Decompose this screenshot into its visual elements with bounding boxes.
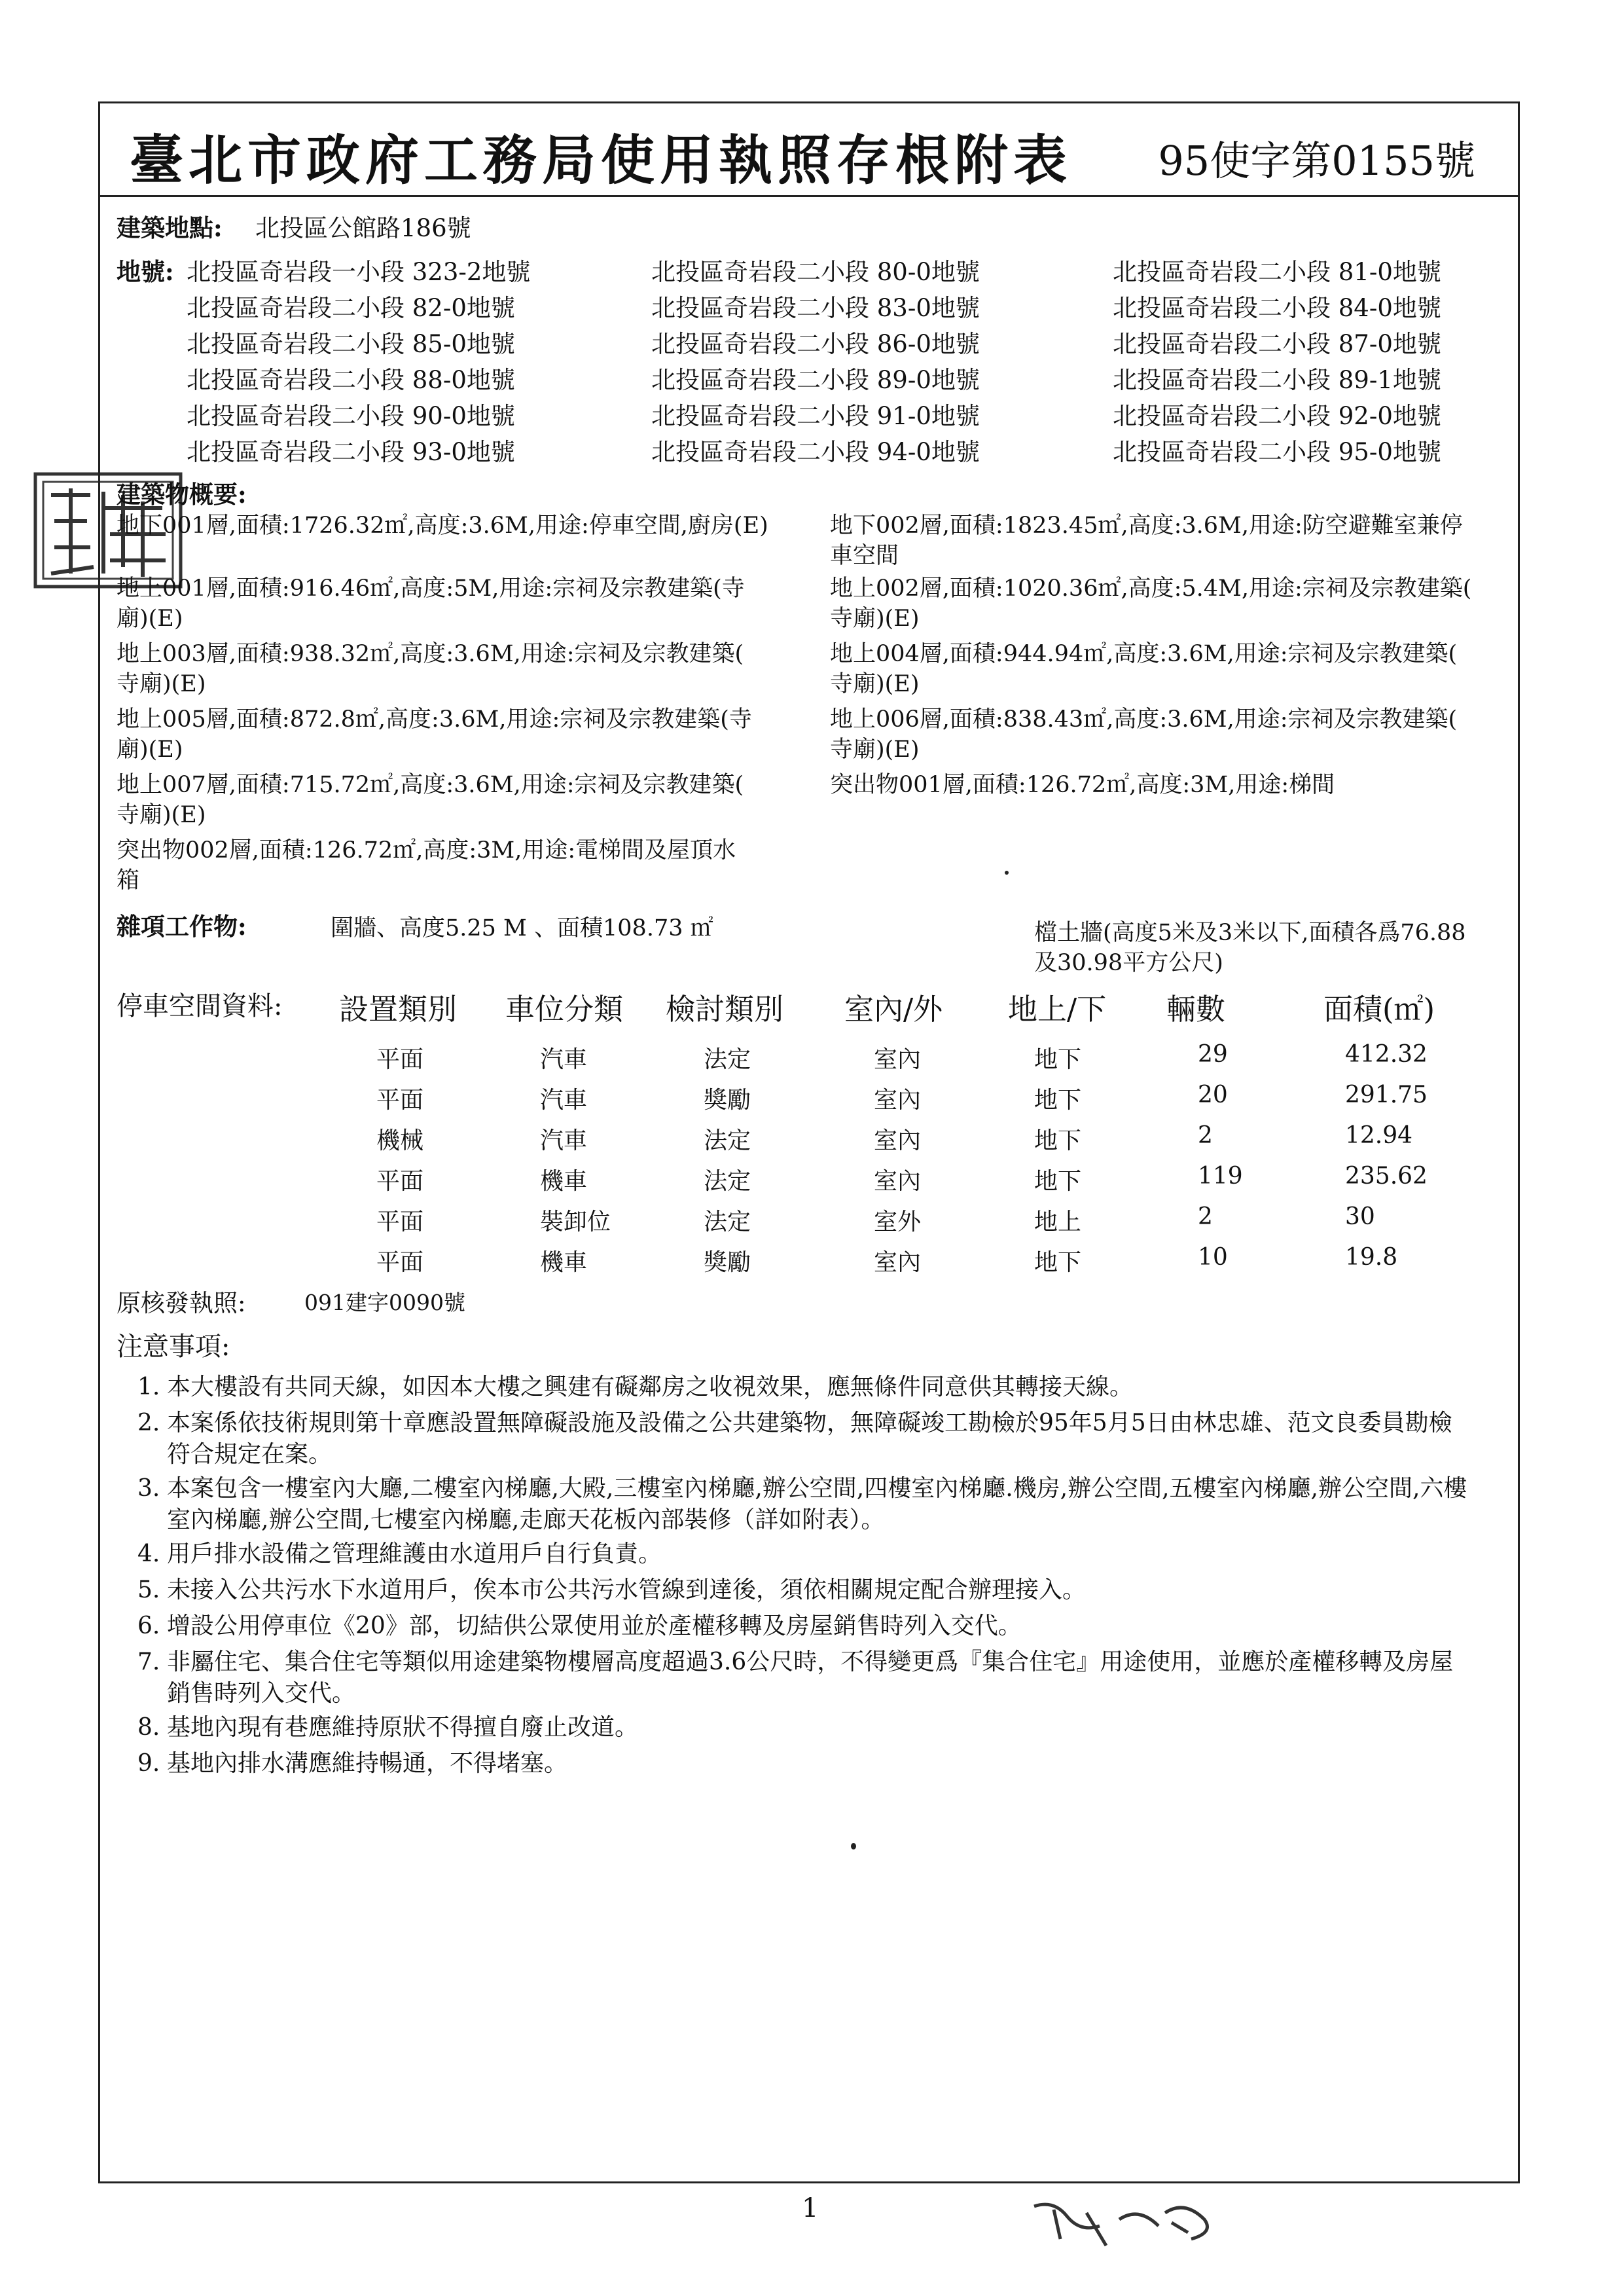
- lot-number: 北投區奇岩段二小段 86-0地號: [651, 330, 980, 358]
- parking-cell: 室內: [874, 1087, 922, 1114]
- note-number: 7.: [137, 1649, 160, 1675]
- floor-entry-line: 地上003層,面積:938.32㎡,高度:3.6M,用途:宗祠及宗教建築(: [117, 641, 744, 667]
- parking-cell: 平面: [376, 1249, 424, 1276]
- parking-cell: 19.8: [1345, 1244, 1398, 1271]
- floor-entry-line: 寺廟)(E): [117, 802, 206, 828]
- note-number: 8.: [137, 1714, 160, 1741]
- note-number: 1.: [137, 1374, 160, 1400]
- note-item: [137, 1408, 1469, 1470]
- parking-cell: 室外: [874, 1209, 922, 1235]
- parking-cell: 地下: [1034, 1168, 1082, 1195]
- parking-cell: 地下: [1034, 1046, 1082, 1073]
- document-title: 臺北市政府工務局使用執照存根附表: [130, 129, 1073, 192]
- lot-number: 北投區奇岩段二小段 94-0地號: [651, 438, 980, 466]
- building-floor-entry: [830, 511, 1537, 571]
- lot-number: 北投區奇岩段二小段 84-0地號: [1113, 294, 1441, 322]
- parking-column-header: 面積(㎡): [1323, 992, 1435, 1027]
- parking-cell: 機械: [376, 1127, 424, 1154]
- note-text: 基地內現有巷應維持原狀不得擅自廢止改道。: [167, 1714, 639, 1741]
- note-text: 本大樓設有共同天線，如因本大樓之興建有礙鄰房之收視效果，應無條件同意供其轉接天線。: [167, 1374, 1134, 1400]
- parking-cell: 機車: [540, 1168, 588, 1195]
- note-text: 基地內排水溝應維持暢通，不得堵塞。: [167, 1750, 568, 1777]
- note-item: [137, 1372, 1469, 1403]
- parking-cell: 地下: [1034, 1249, 1082, 1276]
- parking-cell: 地上: [1034, 1209, 1082, 1235]
- parking-cell: 獎勵: [704, 1087, 751, 1114]
- lot-number: 北投區奇岩段二小段 87-0地號: [1113, 330, 1441, 358]
- parking-cell: 平面: [376, 1087, 424, 1114]
- parking-column-header: 檢討類別: [666, 992, 784, 1027]
- parking-cell: 室內: [874, 1249, 922, 1276]
- floor-entry-line: 地上005層,面積:872.8㎡,高度:3.6M,用途:宗祠及宗教建築(寺: [117, 706, 752, 733]
- scan-speck: [851, 1843, 856, 1850]
- parking-cell: 412.32: [1345, 1041, 1428, 1068]
- lot-number: 北投區奇岩段二小段 90-0地號: [187, 402, 515, 430]
- lot-number: 北投區奇岩段二小段 89-0地號: [651, 366, 980, 394]
- floor-entry-line: 廟)(E): [117, 737, 183, 763]
- parking-cell: 119: [1198, 1163, 1243, 1190]
- lot-label: 地號:: [117, 257, 174, 286]
- building-floor-entry: [117, 770, 823, 830]
- parking-cell: 室內: [874, 1046, 922, 1073]
- parking-column-header: 設置類別: [339, 992, 458, 1027]
- parking-cell: 法定: [704, 1127, 751, 1154]
- parking-cell: 291.75: [1345, 1082, 1428, 1108]
- lot-number: 北投區奇岩段二小段 85-0地號: [187, 330, 515, 358]
- parking-label: 停車空間資料:: [117, 991, 283, 1021]
- original-permit-label: 原核發執照:: [117, 1289, 246, 1317]
- title-row: [100, 103, 1518, 197]
- note-number: 4.: [137, 1540, 160, 1567]
- site-label: 建築地點:: [117, 213, 223, 242]
- misc-works-fence: 圍牆、高度5.25 M 、面積108.73 ㎡: [331, 915, 713, 941]
- building-floor-entry: [117, 704, 823, 765]
- permit-number: 95使字第0155號: [1158, 137, 1475, 185]
- floor-entry-line: 地上006層,面積:838.43㎡,高度:3.6M,用途:宗祠及宗教建築(: [830, 706, 1458, 733]
- parking-cell: 12.94: [1345, 1122, 1413, 1149]
- site-address: 北投區公館路186號: [255, 214, 471, 242]
- parking-cell: 29: [1198, 1041, 1228, 1068]
- floor-entry-line: 地上004層,面積:944.94㎡,高度:3.6M,用途:宗祠及宗教建築(: [830, 641, 1458, 667]
- floor-entry-line: 箱: [117, 867, 140, 894]
- note-text: 增設公用停車位《20》部，切結供公眾使用並於產權移轉及房屋銷售時列入交代。: [167, 1613, 1022, 1639]
- lot-number: 北投區奇岩段二小段 93-0地號: [187, 438, 515, 466]
- parking-column-header: 車位分類: [505, 992, 624, 1027]
- parking-cell: 法定: [704, 1209, 751, 1235]
- lot-number: 北投區奇岩段一小段 323-2地號: [187, 258, 531, 286]
- parking-cell: 10: [1198, 1244, 1228, 1271]
- parking-cell: 汽車: [540, 1087, 588, 1114]
- parking-cell: 235.62: [1345, 1163, 1428, 1190]
- floor-entry-line: 地上002層,面積:1020.36㎡,高度:5.4M,用途:宗祠及宗教建築(: [830, 575, 1472, 602]
- building-floor-entry: [117, 511, 823, 541]
- parking-cell: 汽車: [540, 1046, 588, 1073]
- parking-cell: 2: [1198, 1122, 1213, 1149]
- building-floor-entry: [830, 770, 1537, 800]
- note-item: [137, 1611, 1469, 1642]
- note-item: [137, 1712, 1469, 1743]
- signature-stamp: [1028, 2187, 1224, 2259]
- note-item: [137, 1473, 1469, 1536]
- floor-entry-line: 地下001層,面積:1726.32㎡,高度:3.6M,用途:停車空間,廚房(E): [117, 513, 768, 539]
- floor-entry-line: 寺廟)(E): [117, 671, 206, 697]
- parking-column-header: 室內/外: [844, 992, 943, 1027]
- lot-number: 北投區奇岩段二小段 83-0地號: [651, 294, 980, 322]
- note-number: 9.: [137, 1750, 160, 1777]
- note-text: 用戶排水設備之管理維護由水道用戶自行負責。: [167, 1540, 662, 1567]
- note-number: 6.: [137, 1613, 160, 1639]
- parking-cell: 2: [1198, 1203, 1213, 1230]
- parking-cell: 地下: [1034, 1127, 1082, 1154]
- note-number: 5.: [137, 1576, 160, 1603]
- note-text: 非屬住宅、集合住宅等類似用途建築物樓層高度超過3.6公尺時，不得變更爲『集合住宅』用途使用，並應於產權移轉及房屋銷售時列入交代。: [167, 1649, 1454, 1707]
- scan-speck: [1005, 871, 1009, 875]
- note-text: 未接入公共污水下水道用戶，俟本市公共污水管線到達後，須依相關規定配合辦理接入。: [167, 1576, 1087, 1603]
- parking-cell: 室內: [874, 1168, 922, 1195]
- lot-number: 北投區奇岩段二小段 81-0地號: [1113, 258, 1441, 286]
- original-permit-value: 091建字0090號: [304, 1290, 465, 1315]
- parking-cell: 平面: [376, 1046, 424, 1073]
- note-number: 2.: [137, 1410, 160, 1436]
- note-item: [137, 1539, 1469, 1570]
- note-text: 本案係依技術規則第十章應設置無障礙設施及設備之公共建築物，無障礙竣工勘檢於95年5月5日由林忠雄、范文良委員勘檢符合規定在案。: [167, 1410, 1452, 1468]
- lot-number: 北投區奇岩段二小段 82-0地號: [187, 294, 515, 322]
- floor-entry-line: 寺廟)(E): [830, 606, 920, 632]
- parking-cell: 獎勵: [704, 1249, 751, 1276]
- building-floor-entry: [117, 835, 823, 896]
- building-floor-entry: [117, 639, 823, 699]
- note-item: [137, 1748, 1469, 1779]
- page-number: 1: [802, 2193, 819, 2223]
- parking-cell: 法定: [704, 1046, 751, 1073]
- floor-entry-line: 車空間: [830, 543, 899, 569]
- misc-works-retaining-wall-line1: 檔土牆(高度5米及3米以下,面積各爲76.88: [1034, 920, 1466, 946]
- lot-number: 北投區奇岩段二小段 91-0地號: [651, 402, 980, 430]
- parking-cell: 室內: [874, 1127, 922, 1154]
- note-item: [137, 1647, 1469, 1709]
- parking-cell: 地下: [1034, 1087, 1082, 1114]
- note-item: [137, 1575, 1469, 1606]
- building-floor-entry: [117, 574, 823, 634]
- note-number: 3.: [137, 1475, 160, 1502]
- lot-number: 北投區奇岩段二小段 80-0地號: [651, 258, 980, 286]
- floor-entry-line: 突出物002層,面積:126.72㎡,高度:3M,用途:電梯間及屋頂水: [117, 837, 736, 864]
- parking-cell: 20: [1198, 1082, 1228, 1108]
- parking-cell: 汽車: [540, 1127, 588, 1154]
- lot-number: 北投區奇岩段二小段 88-0地號: [187, 366, 515, 394]
- parking-cell: 機車: [540, 1249, 588, 1276]
- parking-cell: 法定: [704, 1168, 751, 1195]
- building-summary-label: 建築物概要:: [117, 480, 247, 509]
- note-text: 本案包含一樓室內大廳,二樓室內梯廳,大殿,三樓室內梯廳,辦公空間,四樓室內梯廳.機房,辦公空間,五樓室內梯廳,辦公空間,六樓室內梯廳,辦公空間,七樓室內梯廳,走廊天花板內部裝修（詳如附表）。: [167, 1475, 1467, 1533]
- floor-entry-line: 地下002層,面積:1823.45㎡,高度:3.6M,用途:防空避難室兼停: [830, 513, 1463, 539]
- building-floor-entry: [830, 704, 1537, 765]
- parking-cell: 平面: [376, 1209, 424, 1235]
- lot-number: 北投區奇岩段二小段 95-0地號: [1113, 438, 1441, 466]
- building-floor-entry: [830, 639, 1537, 699]
- floor-entry-line: 廟)(E): [117, 606, 183, 632]
- floor-entry-line: 突出物001層,面積:126.72㎡,高度:3M,用途:梯間: [830, 772, 1335, 798]
- parking-cell: 平面: [376, 1168, 424, 1195]
- notes-label: 注意事項:: [117, 1332, 230, 1362]
- parking-cell: 30: [1345, 1203, 1375, 1230]
- misc-works-label: 雜項工作物:: [117, 912, 247, 941]
- parking-column-header: 地上/下: [1008, 992, 1107, 1027]
- floor-entry-line: 地上001層,面積:916.46㎡,高度:5M,用途:宗祠及宗教建築(寺: [117, 575, 745, 602]
- floor-entry-line: 寺廟)(E): [830, 737, 920, 763]
- parking-column-header: 輛數: [1166, 992, 1226, 1027]
- building-floor-entry: [830, 574, 1537, 634]
- parking-cell: 裝卸位: [540, 1209, 611, 1235]
- floor-entry-line: 地上007層,面積:715.72㎡,高度:3.6M,用途:宗祠及宗教建築(: [117, 772, 744, 798]
- lot-number: 北投區奇岩段二小段 92-0地號: [1113, 402, 1441, 430]
- floor-entry-line: 寺廟)(E): [830, 671, 920, 697]
- misc-works-retaining-wall-line2: 及30.98平方公尺): [1034, 950, 1223, 976]
- lot-number: 北投區奇岩段二小段 89-1地號: [1113, 366, 1441, 394]
